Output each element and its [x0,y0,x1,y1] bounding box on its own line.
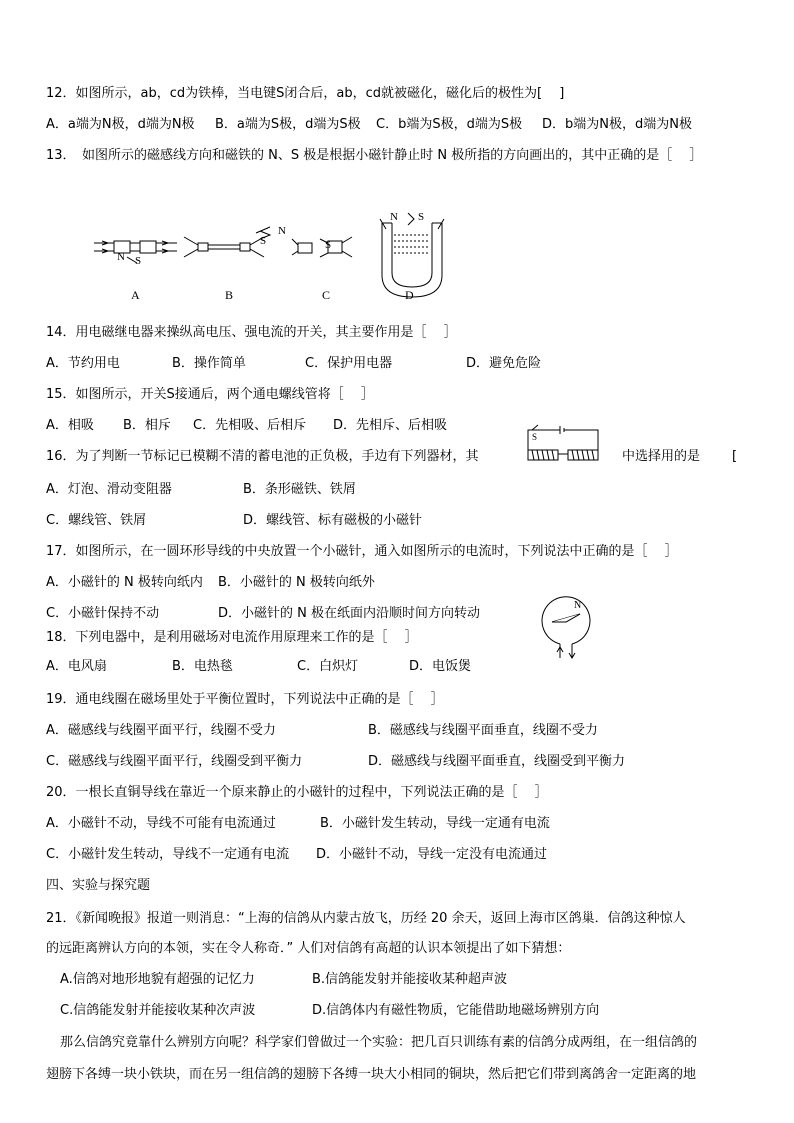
q19-option-b: B．磁感线与线圈平面垂直，线圈不受力 [368,723,598,738]
q13-stem: 13． 如图所示的磁感线方向和磁铁的 N、S 极是根据小磁针静止时 N 极所指的方向画出的，其中正确的是［ ］ [46,148,703,163]
q14-option-c: C．保护用电器 [305,356,393,371]
q15-option-a: A．相吸 [46,418,94,433]
q16-option-b: B．条形磁铁、铁屑 [243,482,356,497]
q13-label-d: D [405,288,414,302]
q20-option-c: C．小磁针发生转动，导线不一定通有电流 [46,847,290,862]
q14-option-b: B．操作简单 [172,356,246,371]
q20-stem: 20．一根长直铜导线在靠近一个原来静止的小磁针的过程中，下列说法正确的是［ ］ [46,785,548,800]
q19-stem: 19．通电线圈在磁场里处于平衡位置时，下列说法中正确的是［ ］ [46,692,444,707]
q16-option-a: A．灯泡、滑动变阻器 [46,482,172,497]
q18-option-a: A．电风扇 [46,659,107,674]
q19-option-a: A．磁感线与线圈平面平行，线圈不受力 [46,723,276,738]
q13-c-s: S [325,239,332,251]
q12-option-c: C．b端为S极，d端为S极 [376,117,523,132]
q18-stem: 18．下列电器中，是利用磁场对电流作用原理来工作的是［ ］ [46,630,418,645]
q14-option-a: A．节约用电 [46,356,120,371]
q12-option-b: B．a端为S极，d端为S极 [215,117,361,132]
q13-magnet-n: N [117,251,125,263]
q15-switch-s: S [532,432,538,442]
q21-option-b: B.信鸽能发射并能接收某种超声波 [312,972,508,987]
q13-figures [92,205,452,305]
q13-b-n: N [278,225,286,237]
q12-option-a: A．a端为N极，d端为N极 [46,117,195,132]
q15-stem: 15．如图所示，开关S接通后，两个通电螺线管将［ ］ [46,387,374,402]
q16-stem-bracket: [ [732,449,738,464]
q18-option-b: B．电热毯 [172,659,233,674]
q12-option-d: D．b端为N极，d端为N极 [542,117,692,132]
q16-stem-part2: 中选择用的是 [622,449,701,464]
q13-label-a: A [131,288,140,302]
q21-option-a: A.信鸽对地形地貌有超强的记忆力 [60,972,255,987]
q17-option-d: D．小磁针的 N 极在纸面内沿顺时间方向转动 [218,606,480,621]
q13-d-s: S [418,211,425,223]
q21-para1-line1: 21．《新闻晚报》报道一则消息：“上海的信鸽从内蒙古放飞，历经 20 余天，返回上海市区鸽巢．信鸽这种惊人 [46,911,686,926]
q16-option-d: D．螺线管、标有磁极的小磁针 [243,513,423,528]
q20-option-a: A．小磁针不动，导线不可能有电流通过 [46,816,276,831]
q14-stem: 14．用电磁继电器来操纵高电压、强电流的开关，其主要作用是［ ］ [46,325,457,340]
q17-option-a: A．小磁针的 N 极转向纸内 [46,575,203,590]
q13-label-c: C [322,288,331,302]
q21-option-c: C.信鸽能发射并能接收某种次声波 [60,1003,256,1018]
q17-ring-figure [538,590,594,660]
magnet-diagrams [92,205,452,305]
q17-option-b: B．小磁针的 N 极转向纸外 [218,575,375,590]
q13-magnet-s: S [135,255,142,267]
q21-para2-line2: 翅膀下各缚一块小铁块，而在另一组信鸽的翅膀下各缚一块大小相同的铜块，然后把它们带到离鸽舍一定距离的地 [46,1067,697,1082]
q18-option-c: C．白炽灯 [297,659,359,674]
q19-option-d: D．磁感线与线圈平面垂直，线圈受到平衡力 [368,754,626,769]
q15-solenoid-figure [524,424,604,466]
q21-para2-line1: 那么信鸽究竟靠什么辨别方向呢？科学家们曾做过一个实验：把几百只训练有素的信鸽分成两组，在一组信鸽的 [60,1035,698,1050]
q13-label-b: B [225,288,234,302]
solenoid-circuit [524,424,604,466]
q21-para1-line2: 的远距离辨认方向的本领，实在令人称奇．” 人们对信鸽有高超的认识本领提出了如下猜想： [46,941,571,956]
q15-option-d: D．先相斥、后相吸 [333,418,448,433]
ring-compass [538,590,594,660]
q17-needle-n: N [574,600,582,611]
q12-stem: 12．如图所示，ab，cd为铁棒，当电键S闭合后，ab，cd就被磁化，磁化后的极性为[ ] [46,86,565,101]
q17-stem: 17．如图所示，在一圆环形导线的中央放置一个小磁针，通入如图所示的电流时，下列说法中正确的是［ ］ [46,544,678,559]
q21-option-d: D.信鸽体内有磁性物质，它能借助地磁场辨别方向 [312,1003,600,1018]
q18-option-d: D．电饭煲 [409,659,472,674]
q13-d-n: N [390,211,398,223]
q19-option-c: C．磁感线与线圈平面平行，线圈受到平衡力 [46,754,303,769]
q20-option-d: D．小磁针不动，导线一定没有电流通过 [316,847,548,862]
q17-option-c: C．小磁针保持不动 [46,606,160,621]
q16-option-c: C．螺线管、铁屑 [46,513,147,528]
section-4-title: 四、实验与探究题 [46,878,151,893]
q20-option-b: B．小磁针发生转动，导线一定通有电流 [320,816,550,831]
q13-b-s: S [260,235,267,247]
q14-option-d: D．避免危险 [466,356,542,371]
q15-option-c: C．先相吸、后相斥 [193,418,307,433]
q16-stem-part1: 16．为了判断一节标记已模糊不清的蓄电池的正负极，手边有下列器材，其 [46,449,479,464]
q15-option-b: B．相斥 [123,418,171,433]
